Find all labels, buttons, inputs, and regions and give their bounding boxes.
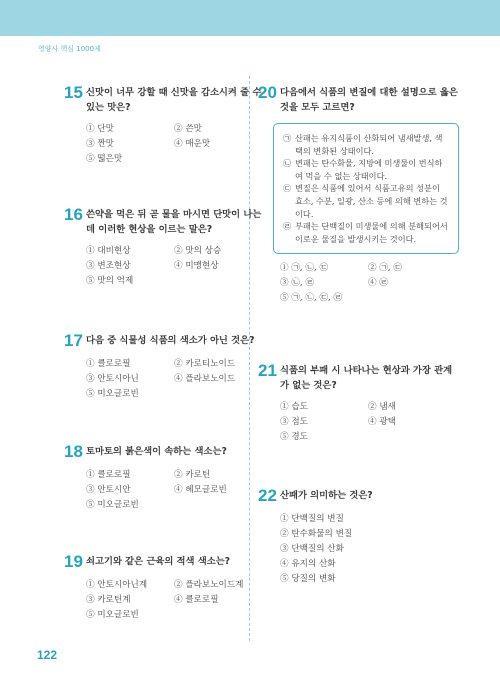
option-4[interactable]: ④ 매운맛 bbox=[174, 139, 211, 149]
statement-text: 변질은 식품에 있어서 식품고유의 성분이 효소, 수분, 일광, 산소 등에 의해 변하는 것이다. bbox=[295, 183, 448, 219]
option-1[interactable]: ① 클로로필 bbox=[86, 359, 131, 369]
question-19 bbox=[64, 553, 264, 621]
question-number: 18 bbox=[64, 442, 83, 461]
option-1[interactable]: ① 대비현상 bbox=[86, 246, 131, 256]
option-1[interactable]: ① 안토시아닌계 bbox=[86, 580, 148, 590]
question-15 bbox=[64, 84, 264, 165]
option-2[interactable]: ② 플라보노이드계 bbox=[174, 580, 244, 590]
question-text: 쓴약을 먹은 뒤 곧 물을 마시면 단맛이 나는데 이러한 현상을 이르는 말은? bbox=[86, 209, 262, 235]
question-17 bbox=[64, 332, 264, 400]
statement-box bbox=[273, 123, 459, 254]
options bbox=[86, 245, 264, 287]
question-text: 신맛이 너무 강할 때 신맛을 감소시켜 줄 수 있는 맛은? bbox=[86, 87, 262, 113]
statement-4 bbox=[283, 220, 449, 245]
options bbox=[280, 513, 458, 585]
question-text: 식품의 부패 시 나타나는 현상과 가장 관계가 없는 것은? bbox=[280, 365, 453, 391]
question-18 bbox=[64, 443, 264, 511]
option-4[interactable]: ④ 플라보노이드 bbox=[174, 374, 236, 384]
option-3[interactable]: ③ ㉡, ㉣ bbox=[280, 278, 314, 289]
options bbox=[86, 358, 264, 400]
option-3[interactable]: ③ 점도 bbox=[280, 417, 308, 427]
option-2[interactable]: ② 카로티노이드 bbox=[174, 359, 236, 369]
question-text: 다음에서 식품의 변질에 대한 설명으로 옳은 것을 모두 고르면? bbox=[280, 87, 458, 113]
option-4[interactable]: ④ 광택 bbox=[368, 417, 396, 427]
option-3[interactable]: ③ 변조현상 bbox=[86, 261, 131, 271]
header-label: 영양사 핵심 1000제 bbox=[38, 45, 101, 53]
statement-text: 산패는 유지식품이 산화되어 냄새발생, 색택의 변화된 상태이다. bbox=[295, 133, 443, 156]
question-text: 다음 중 식물성 식품의 색소가 아닌 것은? bbox=[86, 335, 255, 346]
option-5[interactable]: ⑤ ㉠, ㉡, ㉢, ㉣ bbox=[280, 293, 343, 304]
question-number: 21 bbox=[258, 361, 277, 380]
statement-1 bbox=[283, 132, 449, 157]
question-number: 15 bbox=[64, 83, 83, 102]
top-color-bar bbox=[0, 0, 500, 36]
option-4[interactable]: ④ 미맹현상 bbox=[174, 261, 219, 271]
option-1[interactable]: ① 클로로필 bbox=[86, 470, 131, 480]
option-3[interactable]: ③ 안토시안 bbox=[86, 485, 131, 495]
question-16 bbox=[64, 206, 264, 287]
option-1[interactable]: ① 단백질의 변질 bbox=[280, 514, 344, 524]
options bbox=[86, 579, 264, 621]
options bbox=[280, 401, 458, 443]
question-text: 쇠고기와 같은 근육의 적색 색소는? bbox=[86, 556, 231, 567]
option-3[interactable]: ③ 카로틴계 bbox=[86, 595, 131, 605]
option-5[interactable]: ⑤ 떫은맛 bbox=[86, 154, 123, 164]
statement-2 bbox=[283, 157, 449, 182]
option-4[interactable]: ④ ㉣ bbox=[368, 278, 388, 289]
option-3[interactable]: ③ 안토시아닌 bbox=[86, 374, 139, 384]
option-1[interactable]: ① 습도 bbox=[280, 402, 308, 412]
question-20 bbox=[258, 84, 468, 304]
question-text: 토마토의 붉은색이 속하는 색소는? bbox=[86, 446, 227, 457]
option-3[interactable]: ③ 짠맛 bbox=[86, 139, 114, 149]
question-text: 산패가 의미하는 것은? bbox=[280, 490, 373, 501]
question-number: 20 bbox=[258, 83, 277, 102]
option-3[interactable]: ③ 단백질의 산화 bbox=[280, 544, 344, 554]
option-2[interactable]: ② 쓴맛 bbox=[174, 124, 202, 134]
option-1[interactable]: ① 단맛 bbox=[86, 124, 114, 134]
option-4[interactable]: ④ 헤모글로빈 bbox=[174, 485, 227, 495]
option-5[interactable]: ⑤ 미오글로빈 bbox=[86, 389, 139, 399]
page-number: 122 bbox=[37, 648, 58, 662]
option-2[interactable]: ② 카로틴 bbox=[174, 470, 211, 480]
option-5[interactable]: ⑤ 경도 bbox=[280, 432, 308, 442]
option-5[interactable]: ⑤ 미오글로빈 bbox=[86, 610, 139, 620]
question-number: 16 bbox=[64, 205, 83, 224]
option-2[interactable]: ② 냄새 bbox=[368, 402, 396, 412]
option-4[interactable]: ④ 클로로필 bbox=[174, 595, 219, 605]
option-2[interactable]: ② ㉠, ㉢ bbox=[368, 263, 402, 274]
option-5[interactable]: ⑤ 당질의 변화 bbox=[280, 574, 336, 584]
question-22 bbox=[258, 487, 458, 585]
option-5[interactable]: ⑤ 맛의 억제 bbox=[86, 276, 134, 286]
question-21 bbox=[258, 362, 458, 443]
option-2[interactable]: ② 탄수화물의 변질 bbox=[280, 529, 353, 539]
option-5[interactable]: ⑤ 미오글로빈 bbox=[86, 500, 139, 510]
statement-3 bbox=[283, 182, 449, 220]
option-2[interactable]: ② 맛의 상승 bbox=[174, 246, 222, 256]
question-number: 17 bbox=[64, 331, 83, 350]
options bbox=[86, 123, 264, 165]
statement-mark: ㉢ bbox=[283, 183, 292, 194]
question-number: 22 bbox=[258, 486, 277, 505]
statement-text: 부패는 단백질이 미생물에 의해 분해되어서 이로운 물질을 발생시키는 것이다. bbox=[295, 221, 448, 244]
statement-mark: ㉣ bbox=[283, 221, 292, 232]
statement-mark: ㉠ bbox=[283, 133, 292, 143]
option-4[interactable]: ④ 유지의 산화 bbox=[280, 559, 336, 569]
option-1[interactable]: ① ㉠, ㉡, ㉢ bbox=[280, 263, 329, 274]
options bbox=[86, 469, 264, 511]
question-number: 19 bbox=[64, 552, 83, 571]
statement-text: 변패는 탄수화물, 지방에 미생물이 번식하여 먹을 수 없는 상태이다. bbox=[295, 158, 443, 181]
options bbox=[280, 262, 468, 304]
statement-mark: ㉡ bbox=[283, 158, 292, 169]
